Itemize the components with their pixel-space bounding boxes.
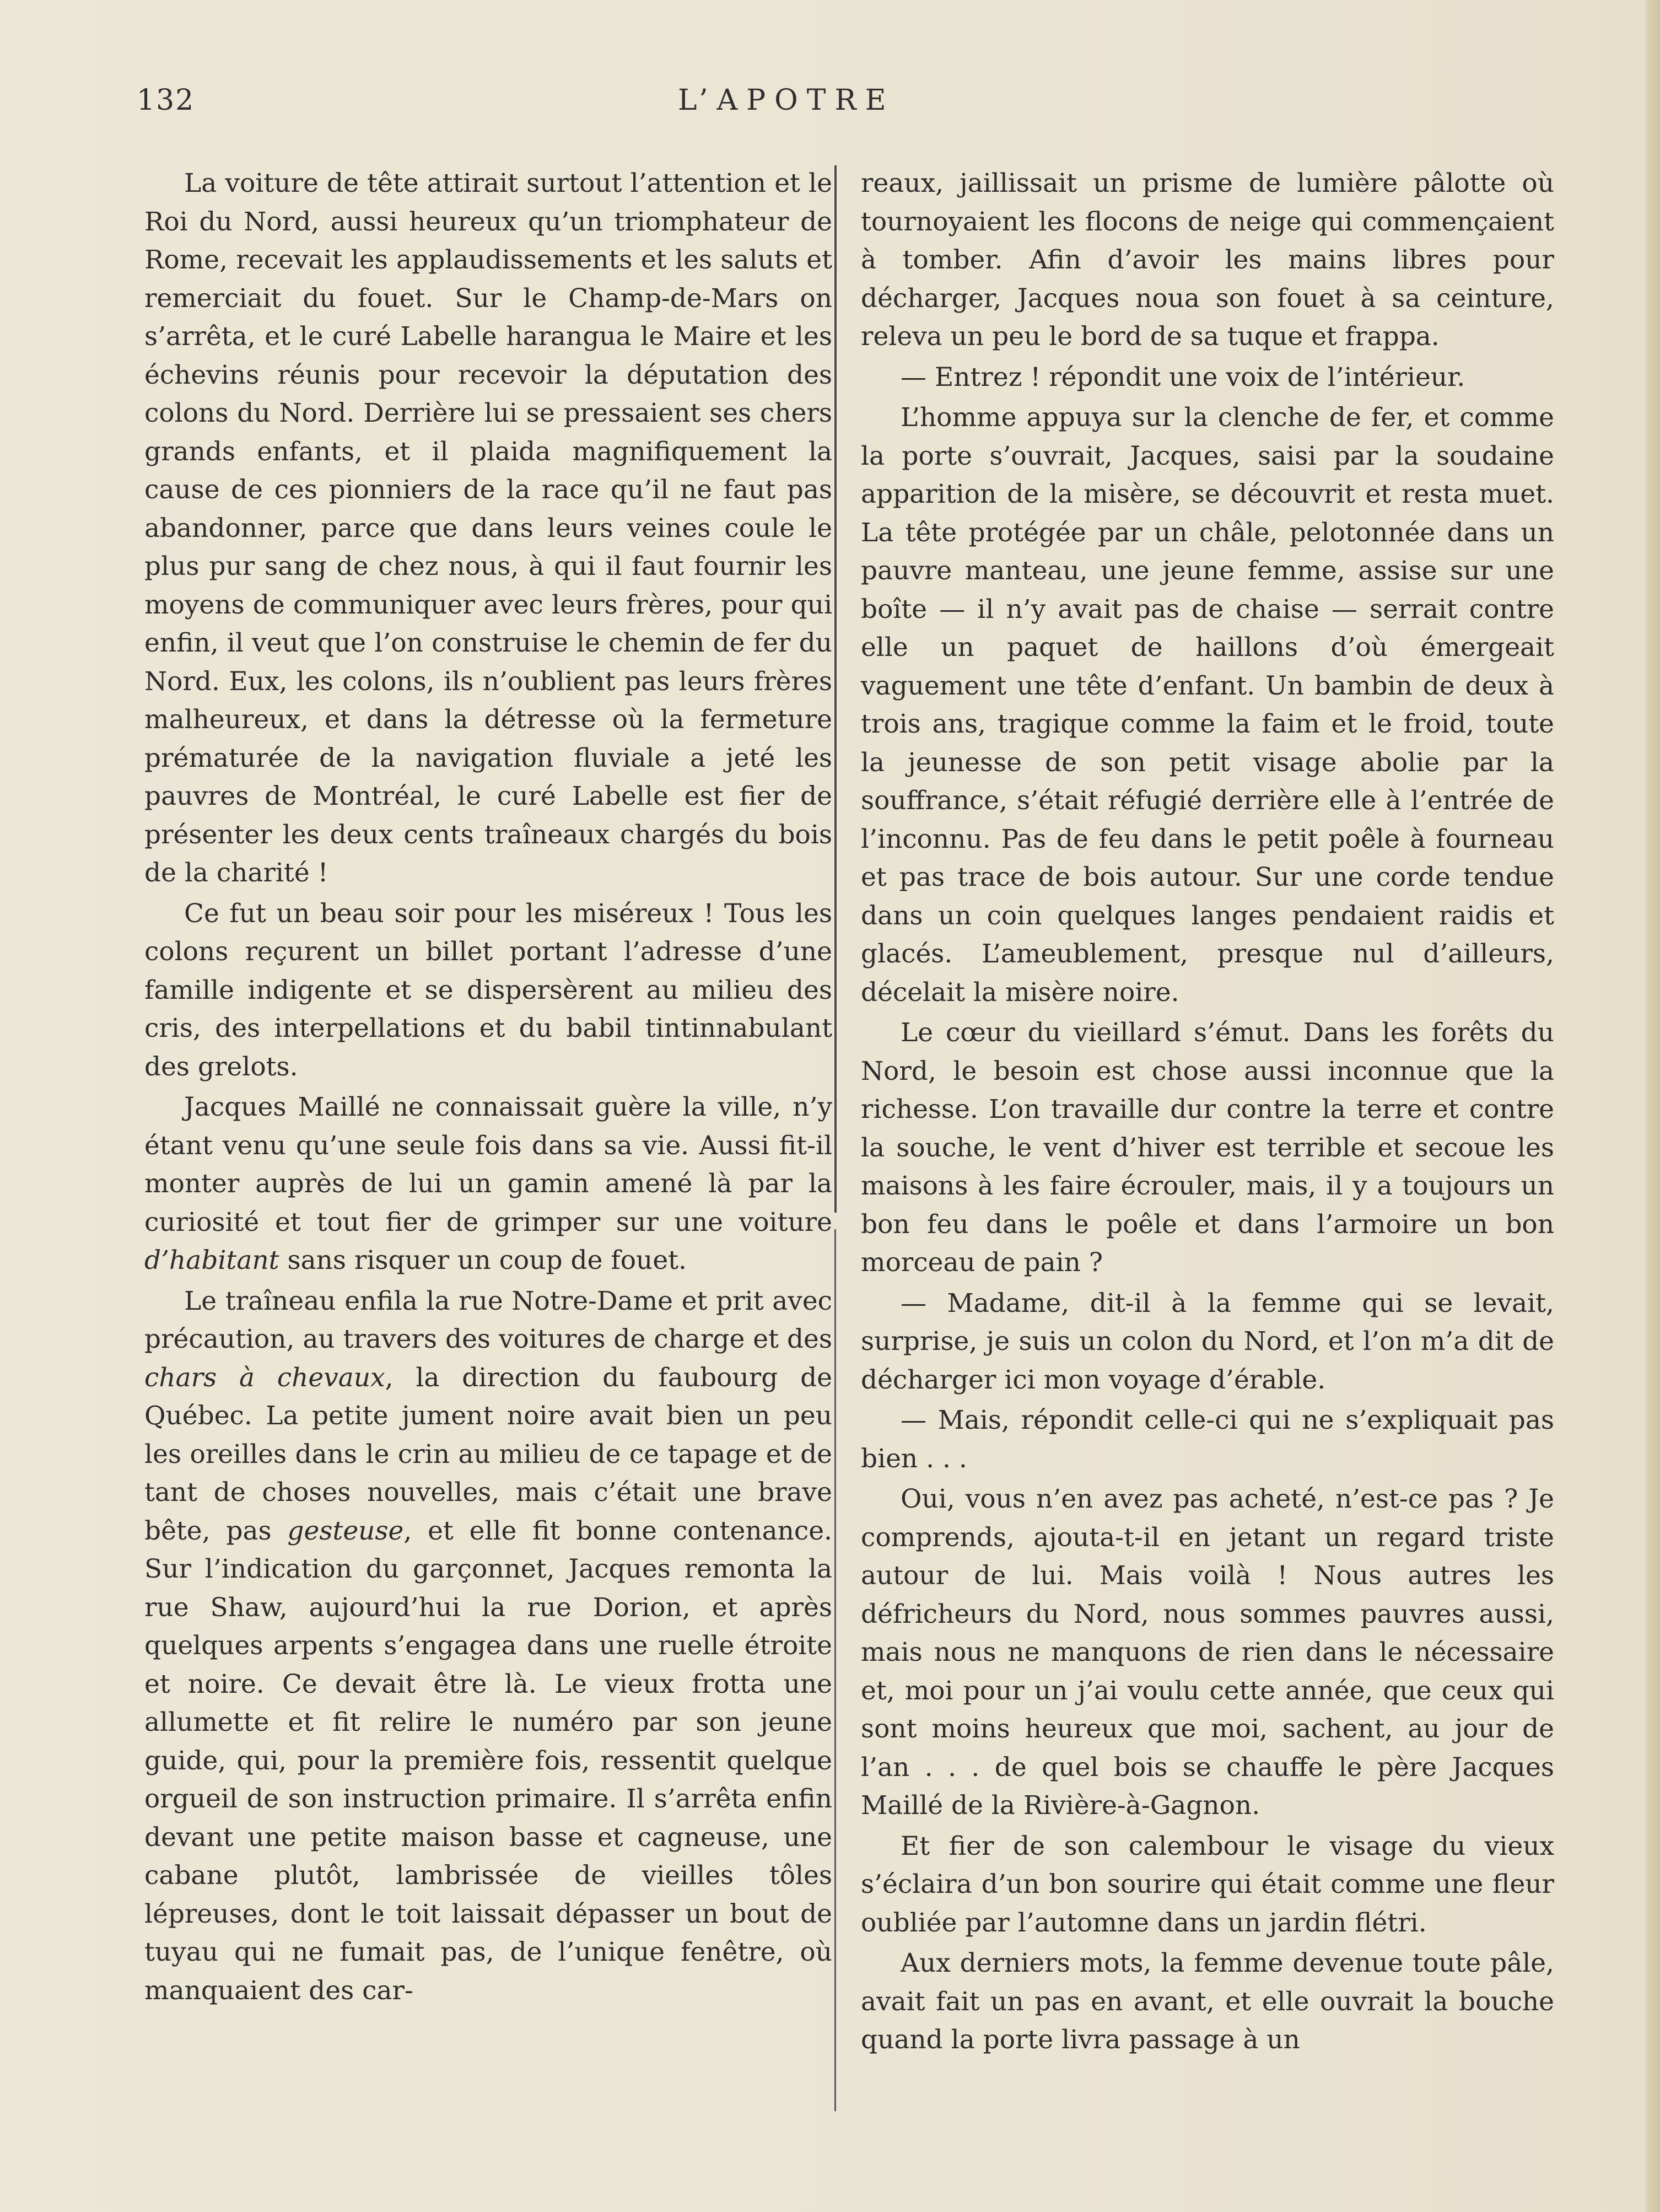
- text-run: — Madame, dit-il à la femme qui se levait, surprise, je suis un colon du Nord, et l’on m’a dit de décharger ici mon voyage d’érable.: [861, 1288, 1554, 1395]
- paragraph: [144, 1282, 832, 2010]
- text-run: Le traîneau enfila la rue Notre-Dame et prit avec précaution, au travers des voitures de charge et des: [144, 1285, 832, 1354]
- running-title: L’APOTRE: [678, 84, 895, 117]
- left-column: [144, 164, 832, 2012]
- paragraph: [861, 1827, 1554, 1942]
- italic-text: d’habitant: [144, 1245, 279, 1275]
- text-run: — Entrez ! répondit une voix de l’intérieur.: [901, 362, 1465, 392]
- paragraph: [861, 399, 1554, 1011]
- page-number: 132: [137, 84, 195, 117]
- paragraph: [144, 895, 832, 1086]
- paragraph: [861, 164, 1554, 356]
- text-run: reaux, jaillissait un prisme de lumière pâlotte où tournoyaient les flocons de neige qui commençaient à tomber. Afin d’avoir les mains libres pour décharger, Jacques noua son fouet à sa ceinture, releva un peu le bord de sa tuque et frappa.: [861, 168, 1554, 352]
- text-run: La voiture de tête attirait surtout l’attention et le Roi du Nord, aussi heureux qu’un triomphateur de Rome, recevait les applaudissements et les saluts et remerciait du fouet. Sur le Champ-de-Mars on s’arrêta, et le curé Labelle harangua le Maire et les échevins réunis pour recevoir la députation des colons du Nord. Derrière lui se pressaient ses chers grands enfants, et il plaida magnifiquement la cause de ces pionniers de la race qu’il ne faut pas abandonner, parce que dans leurs veines coule le plus pur sang de chez nous, à qui il faut fournir les moyens de communiquer avec leurs frères, pour qui enfin, il veut que l’on construise le chemin de fer du Nord. Eux, les colons, ils n’oublient pas leurs frères malheureux, et dans la détresse où la fermeture prématurée de la navigation fluviale a jeté les pauvres de Montréal, le curé Labelle est fier de présenter les deux cents traîneaux chargés du bois de la charité !: [144, 168, 832, 888]
- text-run: , la direction du faubourg de Québec. La petite jument noire avait bien un peu les oreilles dans le crin au milieu de ce tapage et de tant de choses nouvelles, mais c’était une brave bête, pas: [144, 1362, 833, 1546]
- text-run: Le cœur du vieillard s’émut. Dans les forêts du Nord, le besoin est chose aussi inconnue que la richesse. L’on travaille dur contre la terre et contre la souche, le vent d’hiver est terrible et secoue les maisons à les faire écrouler, mais, il y a toujours un bon feu dans le poêle et dans l’armoire un bon morceau de pain ?: [861, 1018, 1554, 1278]
- text-run: — Mais, répondit celle-ci qui ne s’expliquait pas bien . . .: [861, 1405, 1554, 1474]
- italic-text: gesteuse: [287, 1515, 404, 1546]
- paragraph: [144, 1088, 832, 1280]
- text-run: , et elle fit bonne contenance. Sur l’indication du garçonnet, Jacques remonta la rue Shaw, aujourd’hui la rue Dorion, et après quelques arpents s’engagea dans une ruelle étroite et noire. Ce devait être là. Le vieux frotta une allumette et fit relire le numéro par son jeune guide, qui, pour la première fois, ressentit quelque orgueil de son instruction primaire. Il s’arrêta enfin devant une petite maison basse et cagneuse, une cabane plutôt, lambrissée de vieilles tôles lépreuses, dont le toit laissait dépasser un bout de tuyau qui ne fumait pas, de l’unique fenêtre, où manquaient des car-: [144, 1515, 832, 2006]
- paragraph: [861, 1480, 1554, 1825]
- text-run: Oui, vous n’en avez pas acheté, n’est-ce pas ? Je comprends, ajouta-t-il en jetant un regard triste autour de lui. Mais voilà ! Nous autres les défricheurs du Nord, nous sommes pauvres aussi, mais nous ne manquons de rien dans le nécessaire et, moi pour un j’ai voulu cette année, que ceux qui sont moins heureux que moi, sachent, au jour de l’an . . . de quel bois se chauffe le père Jacques Maillé de la Rivière-à-Gagnon.: [861, 1484, 1554, 1821]
- paragraph: [861, 358, 1554, 397]
- italic-text: chars à chevaux: [144, 1362, 385, 1393]
- paragraph: [861, 1401, 1554, 1478]
- text-run: Ce fut un beau soir pour les miséreux ! Tous les colons reçurent un billet portant l’adresse d’une famille indigente et se dispersèrent au milieu des cris, des interpellations et du babil tintinnabulant des grelots.: [144, 898, 832, 1082]
- column-divider-lower: [834, 1229, 836, 2111]
- page-edge: [1646, 0, 1660, 2212]
- column-divider: [834, 165, 837, 1213]
- text-run: L’homme appuya sur la clenche de fer, et comme la porte s’ouvrait, Jacques, saisi par la soudaine apparition de la misère, se découvrit et resta muet. La tête protégée par un châle, pelotonnée dans un pauvre manteau, une jeune femme, assise sur une boîte — il n’y avait pas de chaise — serrait contre elle un paquet de haillons d’où émergeait vaguement une tête d’enfant. Un bambin de deux à trois ans, tragique comme la faim et le froid, toute la jeunesse de son petit visage abolie par la souffrance, s’était réfugié derrière elle à l’entrée de l’inconnu. Pas de feu dans le petit poêle à fourneau et pas trace de bois autour. Sur une corde tendue dans un coin quelques langes pendaient raidis et glacés. L’ameublement, presque nul d’ailleurs, décelait la misère noire.: [861, 402, 1554, 1008]
- paragraph: [861, 1014, 1554, 1282]
- text-run: Et fier de son calembour le visage du vieux s’éclaira d’un bon sourire qui était comme une fleur oubliée par l’automne dans un jardin flétri.: [861, 1831, 1554, 1938]
- text-run: sans risquer un coup de fouet.: [279, 1245, 687, 1275]
- text-run: Aux derniers mots, la femme devenue toute pâle, avait fait un pas en avant, et elle ouvrait la bouche quand la porte livra passage à un: [861, 1948, 1554, 2055]
- paragraph: [144, 164, 832, 892]
- text-run: Jacques Maillé ne connaissait guère la ville, n’y étant venu qu’une seule fois dans sa vie. Aussi fit-il monter auprès de lui un gamin amené là par la curiosité et tout fier de grimper sur une voiture: [144, 1092, 832, 1237]
- paragraph: [861, 1284, 1554, 1400]
- paragraph: [861, 1944, 1554, 2059]
- right-column: [861, 164, 1554, 2062]
